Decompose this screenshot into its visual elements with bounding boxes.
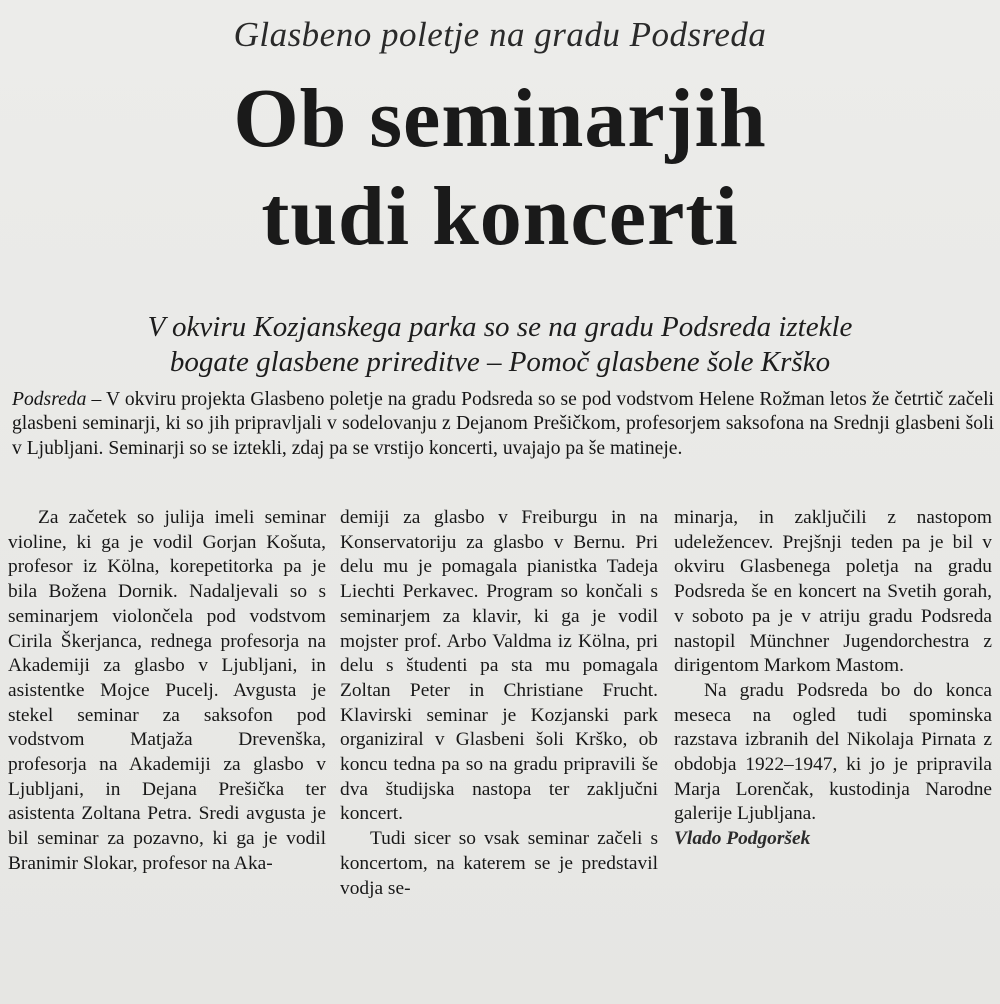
column-1 <box>8 506 326 996</box>
article-lead <box>12 388 994 461</box>
column-2-paragraph-1: demiji za glasbo v Freiburgu in na Konservatoriju za glasbo v Bernu. Pri delu mu je pomagala pianistka Tadeja Liechti Perkavec. Program so končali s seminarjem za klavir, ki ga je vodil mojster prof. Arbo Valdma iz Kölna, pri delu s študenti pa sta mu pomagala Zoltan Peter in Christiane Frucht. Klavirski seminar je Kozjanski park organiziral v Glasbeni šoli Krško, ob koncu tedna pa so na gradu pripravili še dva študijska nastopa ter zaključni koncert. <box>340 507 658 825</box>
standfirst-line-1: V okviru Kozjanskega parka so se na gradu Podsreda iztekle <box>147 311 853 343</box>
column-1-text: Za začetek so julija imeli seminar violine, ki ga je vodil Gorjan Košuta, profesor iz Kölna, korepetitorka pa je bila Božena Dornik. Nadaljevali so s seminarjem violončela pod vodstvom Cirila Škerjanca, rednega profesorja na Akademiji za glasbo v Ljubljani, in asistentke Mojce Pucelj. Avgusta je stekel seminar za saksofon pod vodstvom Matjaža Drevenška, profesorja na Akademiji za glasbo v Ljubljani, in Dejana Prešička ter asistenta Zoltana Petra. Sredi avgusta je bil seminar za pozavno, ki ga je vodil Branimir Slokar, profesor na Aka- <box>8 507 326 874</box>
article-byline: Vlado Podgoršek <box>674 828 811 850</box>
column-3-paragraph-2: Na gradu Podsreda bo do konca meseca na ogled tudi spominska razstava izbranih del Nikolaja Pirnata z obdobja 1922–1947, ki jo je pripravila Marja Lorenčak, kustodinja Narodne galerije Ljubljana. <box>674 679 992 825</box>
standfirst-line-2: bogate glasbene prireditve – Pomoč glasbene šole Krško <box>169 346 831 378</box>
headline-line-2: tudi koncerti <box>261 170 739 263</box>
column-3-paragraph-1: minarja, in zaključili z nastopom udeležencev. Prejšnji teden pa je bil v okviru Glasbenega poletja na gradu Podsreda še en koncert na Svetih gorah, v soboto pa je v atriju gradu Podsreda nastopil Münchner Jugendorchestra z dirigentom Markom Mastom. <box>674 507 992 677</box>
article-columns <box>8 506 994 996</box>
headline-line-1: Ob seminarjih <box>233 72 767 165</box>
lead-text: – V okviru projekta Glasbeno poletje na gradu Podsreda so se pod vodstvom Helene Rožman letos že četrtič začeli glasbeni seminarji, ki so jih pripravljali v sodelovanju z Dejanom Prešičkom, profesorjem saksofona na Srednji glasbeni šoli v Ljubljani. Seminarji so se iztekli, zdaj pa se vrstijo koncerti, uvajajo pa še matineje. <box>12 389 994 459</box>
article-kicker: Glasbeno poletje na gradu Podsreda <box>233 15 767 54</box>
column-2 <box>340 506 658 996</box>
column-2-paragraph-2: Tudi sicer so vsak seminar začeli s koncertom, na katerem se je predstavil vodja se- <box>340 828 658 899</box>
article-headline <box>0 70 1000 266</box>
article-standfirst <box>0 310 1000 380</box>
dateline-place: Podsreda <box>12 389 87 410</box>
column-3 <box>674 506 992 996</box>
